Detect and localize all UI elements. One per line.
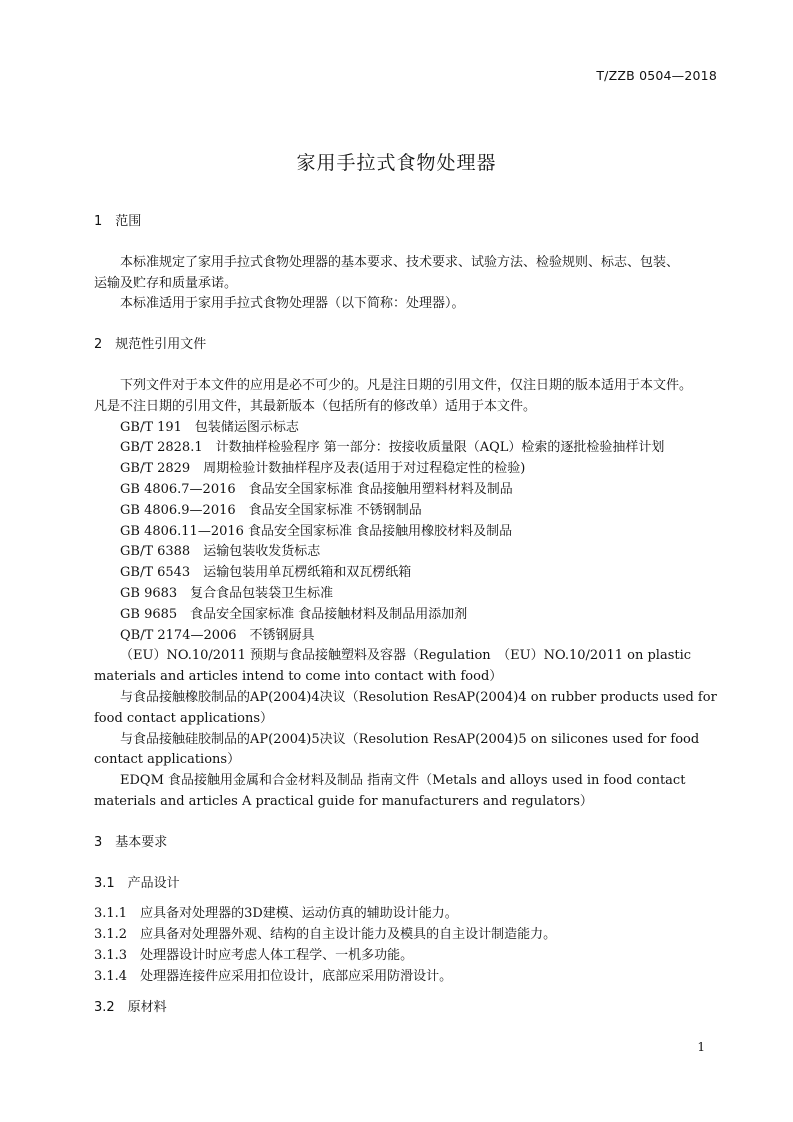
reference-eu-line-2: materials and articles intend to come into contact with food） [94,669,503,685]
document-title: 家用手拉式食物处理器 [296,152,497,174]
reference-item: GB/T 2828.1 计数抽样检验程序 第一部分：按接收质量限（AQL）检索的逐批检验抽样计划 [120,440,665,456]
section-2-heading: 2 规范性引用文件 [94,337,207,353]
reference-silicone-line-2: contact applications） [94,752,241,768]
page-number: 1 [697,1040,705,1054]
document-body [94,212,720,1018]
section-1-paragraph-1-line-2: 运输及贮存和质量承诺。 [94,275,238,291]
clause-number: 3.1.2 [94,927,128,943]
section-3-heading: 3 基本要求 [94,834,168,850]
reference-eu-line-1: （EU）NO.10/2011 预期与食品接触塑料及容器（Regulation （EU）NO.10/2011 on plastic [120,648,692,664]
section-1-paragraph-1-line-1: 本标准规定了家用手拉式食物处理器的基本要求、技术要求、试验方法、检验规则、标志、包装、 [120,254,680,270]
clause-item [94,925,720,946]
reference-item: GB/T 6543 运输包装用单瓦楞纸箱和双瓦楞纸箱 [120,565,412,581]
clause-item [94,946,720,967]
reference-item: GB 4806.9—2016 食品安全国家标准 不锈钢制品 [120,502,422,518]
clause-text: 处理器连接件应采用扣位设计，底部应采用防滑设计。 [140,968,453,984]
reference-item: GB/T 191 包装储运图示标志 [120,419,299,435]
section-2-intro-line-2: 凡是不注日期的引用文件，其最新版本（包括所有的修改单）适用于本文件。 [94,398,537,414]
reference-rubber-line-2: food contact applications） [94,710,274,726]
clause-text: 应具备对处理器外观、结构的自主设计能力及模具的自主设计制造能力。 [140,927,557,943]
clause-item [94,904,720,925]
reference-item: GB 4806.7—2016 食品安全国家标准 食品接触用塑料材料及制品 [120,481,513,497]
reference-item: GB/T 6388 运输包装收发货标志 [120,544,321,560]
reference-item: GB 4806.11—2016 食品安全国家标准 食品接触用橡胶材料及制品 [120,523,513,539]
standard-code: T/ZZB 0504—2018 [596,68,717,83]
clause-number: 3.1.3 [94,947,128,963]
reference-item: GB 9685 食品安全国家标准 食品接触材料及制品用添加剂 [120,606,468,622]
clause-text: 应具备对处理器的3D建模、运动仿真的辅助设计能力。 [140,906,458,922]
reference-edqm-line-2: materials and articles A practical guide for manufacturers and regulators） [94,793,593,809]
reference-edqm-line-1: EDQM 食品接触用金属和合金材料及制品 指南文件（Metals and alloys used in food contact [120,773,686,789]
section-2-intro-line-1: 下列文件对于本文件的应用是必不可少的。凡是注日期的引用文件，仅注日期的版本适用于本文件。 [120,377,693,393]
clause-number: 3.1.4 [94,968,128,984]
section-3-1-heading: 3.1 产品设计 [94,875,180,891]
section-1-heading: 1 范围 [94,214,142,229]
clause-number: 3.1.1 [94,906,128,922]
section-1-paragraph-2: 本标准适用于家用手拉式食物处理器（以下简称：处理器）。 [120,296,465,312]
section-3-2-heading: 3.2 原材料 [94,999,167,1015]
reference-item: QB/T 2174—2006 不锈钢厨具 [120,627,315,643]
clause-text: 处理器设计时应考虑人体工程学、一机多功能。 [140,947,414,963]
reference-rubber-line-1: 与食品接触橡胶制品的AP(2004)4决议（Resolution ResAP(2004)4 on rubber products used for [120,689,717,705]
clause-item [94,967,720,988]
reference-silicone-line-1: 与食品接触硅胶制品的AP(2004)5决议（Resolution ResAP(2004)5 on silicones used for food [120,731,700,747]
reference-item: GB 9683 复合食品包装袋卫生标准 [120,585,334,601]
reference-item: GB/T 2829 周期检验计数抽样程序及表(适用于对过程稳定性的检验) [120,461,526,477]
